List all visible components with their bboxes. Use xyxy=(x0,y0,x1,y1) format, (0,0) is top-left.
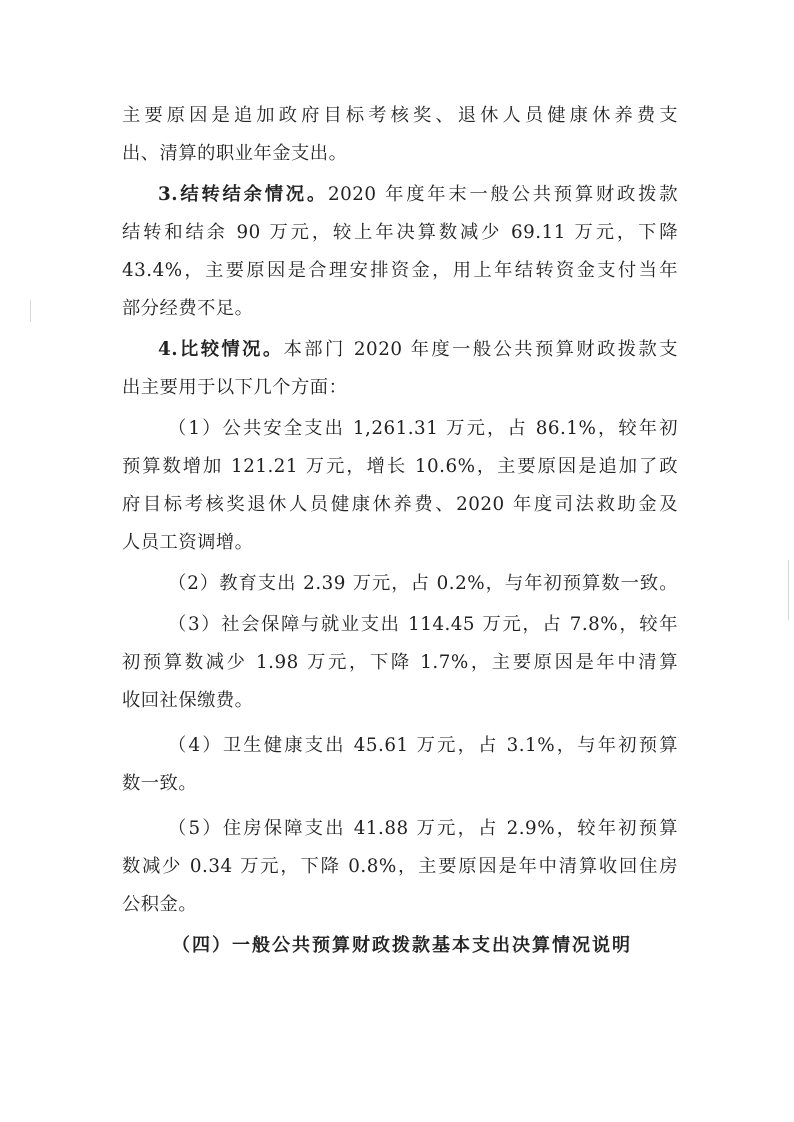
paragraph-line: 府目标考核奖退休人员健康休养费、2020 年度司法救助金及 xyxy=(122,494,678,515)
document-body xyxy=(122,97,678,965)
paragraph-line xyxy=(122,331,678,369)
paragraph-line: 43.4%，主要原因是合理安排资金，用上年结转资金支付当年 xyxy=(122,260,678,281)
scan-edge-mark xyxy=(30,300,31,322)
paragraph-text: 年度年末一般公共预算财政拨款 xyxy=(385,184,679,205)
paragraph-line: 出主要用于以下几个方面： xyxy=(122,377,348,398)
paragraph-line: 数一致。 xyxy=(122,773,198,794)
paragraph-line: （4）卫生健康支出 45.61 万元，占 3.1%，与年初预算 xyxy=(168,735,678,756)
paragraph-line: 主要原因是追加政府目标考核奖、退休人员健康休养费支 xyxy=(122,105,678,126)
paragraph-line: 收回社保缴费。 xyxy=(122,690,254,711)
scan-edge-mark xyxy=(788,560,789,620)
paragraph-line: （3）社会保障与就业支出 114.45 万元，占 7.8%，较年 xyxy=(168,614,678,635)
paragraph-text: 本部门 2020 年度一般公共预算财政拨款支 xyxy=(283,339,678,360)
paragraph-line xyxy=(122,176,678,214)
paragraph-line: （2）教育支出 2.39 万元，占 0.2%，与年初预算数一致。 xyxy=(168,573,678,594)
paragraph-line: 人员工资调增。 xyxy=(122,532,254,553)
paragraph-line: 公积金。 xyxy=(122,894,198,915)
subsection-heading: （四）一般公共预算财政拨款基本支出决算情况说明 xyxy=(172,935,632,956)
paragraph-line: （1）公共安全支出 1,261.31 万元，占 86.1%，较年初 xyxy=(168,418,678,439)
section-3-heading: 3.结转结余情况。 xyxy=(158,184,328,205)
paragraph-line: （5）住房保障支出 41.88 万元，占 2.9%，较年初预算 xyxy=(168,818,678,839)
section-3-year: 2020 xyxy=(327,184,377,205)
paragraph-line: 数减少 0.34 万元，下降 0.8%，主要原因是年中清算收回住房 xyxy=(122,856,678,877)
paragraph-line: 出、清算的职业年金支出。 xyxy=(122,143,348,164)
paragraph-line: 初预算数减少 1.98 万元，下降 1.7%，主要原因是年中清算 xyxy=(122,652,678,673)
paragraph-line: 预算数增加 121.21 万元，增长 10.6%，主要原因是追加了政 xyxy=(122,456,678,477)
paragraph-line: 部分经费不足。 xyxy=(122,298,254,319)
section-4-heading: 4.比较情况。 xyxy=(158,339,284,360)
paragraph-line: 结转和结余 90 万元，较上年决算数减少 69.11 万元，下降 xyxy=(122,222,678,243)
